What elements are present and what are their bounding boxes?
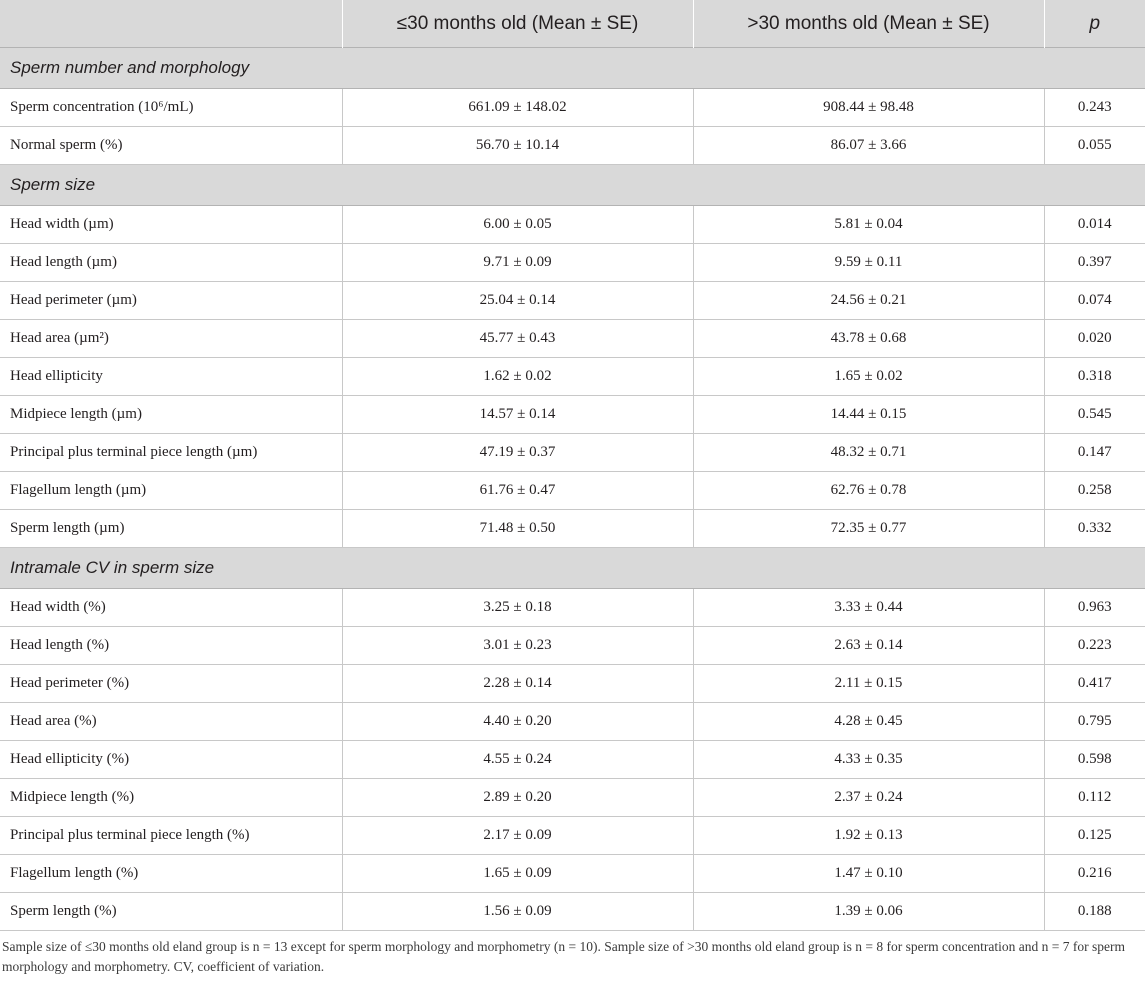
p-value-cell: 0.332 bbox=[1044, 510, 1145, 548]
row-label-cell: Head width (µm) bbox=[0, 206, 342, 244]
row-label-cell: Head area (µm²) bbox=[0, 320, 342, 358]
p-value-cell: 0.055 bbox=[1044, 127, 1145, 165]
young-value-cell: 61.76 ± 0.47 bbox=[342, 472, 693, 510]
p-value-cell: 0.216 bbox=[1044, 855, 1145, 893]
young-value-cell: 2.28 ± 0.14 bbox=[342, 665, 693, 703]
p-value-cell: 0.963 bbox=[1044, 589, 1145, 627]
young-value-cell: 1.62 ± 0.02 bbox=[342, 358, 693, 396]
old-value-cell: 1.39 ± 0.06 bbox=[693, 893, 1044, 931]
old-value-cell: 48.32 ± 0.71 bbox=[693, 434, 1044, 472]
section-header-row bbox=[0, 548, 1145, 589]
young-value-cell: 4.55 ± 0.24 bbox=[342, 741, 693, 779]
row-label-cell: Principal plus terminal piece length (µm) bbox=[0, 434, 342, 472]
row-label-cell: Sperm concentration (10⁶/mL) bbox=[0, 89, 342, 127]
header-variable bbox=[0, 0, 342, 48]
table-row bbox=[0, 665, 1145, 703]
young-value-cell: 71.48 ± 0.50 bbox=[342, 510, 693, 548]
table-row bbox=[0, 396, 1145, 434]
row-label-cell: Head area (%) bbox=[0, 703, 342, 741]
young-value-cell: 4.40 ± 0.20 bbox=[342, 703, 693, 741]
young-value-cell: 56.70 ± 10.14 bbox=[342, 127, 693, 165]
row-label-cell: Sperm length (%) bbox=[0, 893, 342, 931]
row-label-cell: Head perimeter (%) bbox=[0, 665, 342, 703]
young-value-cell: 1.65 ± 0.09 bbox=[342, 855, 693, 893]
p-value-cell: 0.020 bbox=[1044, 320, 1145, 358]
old-value-cell: 1.92 ± 0.13 bbox=[693, 817, 1044, 855]
table-row bbox=[0, 893, 1145, 931]
p-value-cell: 0.417 bbox=[1044, 665, 1145, 703]
old-value-cell: 5.81 ± 0.04 bbox=[693, 206, 1044, 244]
old-value-cell: 62.76 ± 0.78 bbox=[693, 472, 1044, 510]
p-value-cell: 0.014 bbox=[1044, 206, 1145, 244]
old-value-cell: 908.44 ± 98.48 bbox=[693, 89, 1044, 127]
old-value-cell: 4.28 ± 0.45 bbox=[693, 703, 1044, 741]
old-value-cell: 43.78 ± 0.68 bbox=[693, 320, 1044, 358]
young-value-cell: 3.01 ± 0.23 bbox=[342, 627, 693, 665]
old-value-cell: 72.35 ± 0.77 bbox=[693, 510, 1044, 548]
header-old-group: >30 months old (Mean ± SE) bbox=[693, 0, 1044, 48]
table-row bbox=[0, 741, 1145, 779]
table-row bbox=[0, 127, 1145, 165]
old-value-cell: 14.44 ± 0.15 bbox=[693, 396, 1044, 434]
old-value-cell: 3.33 ± 0.44 bbox=[693, 589, 1044, 627]
table-row bbox=[0, 779, 1145, 817]
p-value-cell: 0.795 bbox=[1044, 703, 1145, 741]
row-label-cell: Midpiece length (µm) bbox=[0, 396, 342, 434]
p-value-cell: 0.188 bbox=[1044, 893, 1145, 931]
table-row bbox=[0, 510, 1145, 548]
table-row bbox=[0, 320, 1145, 358]
table-row bbox=[0, 703, 1145, 741]
table-row bbox=[0, 472, 1145, 510]
row-label-cell: Head ellipticity bbox=[0, 358, 342, 396]
young-value-cell: 6.00 ± 0.05 bbox=[342, 206, 693, 244]
table-row bbox=[0, 244, 1145, 282]
old-value-cell: 4.33 ± 0.35 bbox=[693, 741, 1044, 779]
table-row bbox=[0, 627, 1145, 665]
young-value-cell: 1.56 ± 0.09 bbox=[342, 893, 693, 931]
old-value-cell: 24.56 ± 0.21 bbox=[693, 282, 1044, 320]
p-value-cell: 0.223 bbox=[1044, 627, 1145, 665]
row-label-cell: Head ellipticity (%) bbox=[0, 741, 342, 779]
header-p-value: p bbox=[1044, 0, 1145, 48]
table-row bbox=[0, 817, 1145, 855]
old-value-cell: 86.07 ± 3.66 bbox=[693, 127, 1044, 165]
table-row bbox=[0, 206, 1145, 244]
young-value-cell: 3.25 ± 0.18 bbox=[342, 589, 693, 627]
row-label-cell: Head perimeter (µm) bbox=[0, 282, 342, 320]
young-value-cell: 9.71 ± 0.09 bbox=[342, 244, 693, 282]
section-title: Intramale CV in sperm size bbox=[0, 548, 1145, 589]
table-row bbox=[0, 855, 1145, 893]
table-footnote: Sample size of ≤30 months old eland group is n = 13 except for sperm morphology and morphometry (n = 10). Sample size of >30 months old eland group is n = 8 for sperm concentration and n = 7 for sperm morphology and morphometry. CV, coefficient of variation. bbox=[2, 939, 1126, 974]
table-row bbox=[0, 358, 1145, 396]
row-label-cell: Head length (%) bbox=[0, 627, 342, 665]
row-label-cell: Principal plus terminal piece length (%) bbox=[0, 817, 342, 855]
young-value-cell: 25.04 ± 0.14 bbox=[342, 282, 693, 320]
row-label-cell: Head width (%) bbox=[0, 589, 342, 627]
section-title: Sperm size bbox=[0, 165, 1145, 206]
old-value-cell: 9.59 ± 0.11 bbox=[693, 244, 1044, 282]
row-label-cell: Normal sperm (%) bbox=[0, 127, 342, 165]
section-header-row bbox=[0, 165, 1145, 206]
table-row bbox=[0, 434, 1145, 472]
table-row bbox=[0, 89, 1145, 127]
table-body bbox=[0, 48, 1145, 931]
table-row bbox=[0, 282, 1145, 320]
header-row bbox=[0, 0, 1145, 48]
row-label-cell: Flagellum length (µm) bbox=[0, 472, 342, 510]
row-label-cell: Flagellum length (%) bbox=[0, 855, 342, 893]
old-value-cell: 1.65 ± 0.02 bbox=[693, 358, 1044, 396]
p-value-cell: 0.147 bbox=[1044, 434, 1145, 472]
row-label-cell: Sperm length (µm) bbox=[0, 510, 342, 548]
p-value-cell: 0.318 bbox=[1044, 358, 1145, 396]
section-header-row bbox=[0, 48, 1145, 89]
young-value-cell: 14.57 ± 0.14 bbox=[342, 396, 693, 434]
young-value-cell: 47.19 ± 0.37 bbox=[342, 434, 693, 472]
young-value-cell: 2.17 ± 0.09 bbox=[342, 817, 693, 855]
row-label-cell: Head length (µm) bbox=[0, 244, 342, 282]
p-value-cell: 0.397 bbox=[1044, 244, 1145, 282]
table-row bbox=[0, 589, 1145, 627]
young-value-cell: 2.89 ± 0.20 bbox=[342, 779, 693, 817]
p-value-cell: 0.112 bbox=[1044, 779, 1145, 817]
header-young-group: ≤30 months old (Mean ± SE) bbox=[342, 0, 693, 48]
row-label-cell: Midpiece length (%) bbox=[0, 779, 342, 817]
section-title: Sperm number and morphology bbox=[0, 48, 1145, 89]
p-value-cell: 0.074 bbox=[1044, 282, 1145, 320]
p-value-cell: 0.545 bbox=[1044, 396, 1145, 434]
old-value-cell: 2.37 ± 0.24 bbox=[693, 779, 1044, 817]
p-value-cell: 0.243 bbox=[1044, 89, 1145, 127]
old-value-cell: 2.63 ± 0.14 bbox=[693, 627, 1044, 665]
old-value-cell: 1.47 ± 0.10 bbox=[693, 855, 1044, 893]
young-value-cell: 45.77 ± 0.43 bbox=[342, 320, 693, 358]
p-value-cell: 0.258 bbox=[1044, 472, 1145, 510]
old-value-cell: 2.11 ± 0.15 bbox=[693, 665, 1044, 703]
young-value-cell: 661.09 ± 148.02 bbox=[342, 89, 693, 127]
p-value-cell: 0.598 bbox=[1044, 741, 1145, 779]
p-value-cell: 0.125 bbox=[1044, 817, 1145, 855]
